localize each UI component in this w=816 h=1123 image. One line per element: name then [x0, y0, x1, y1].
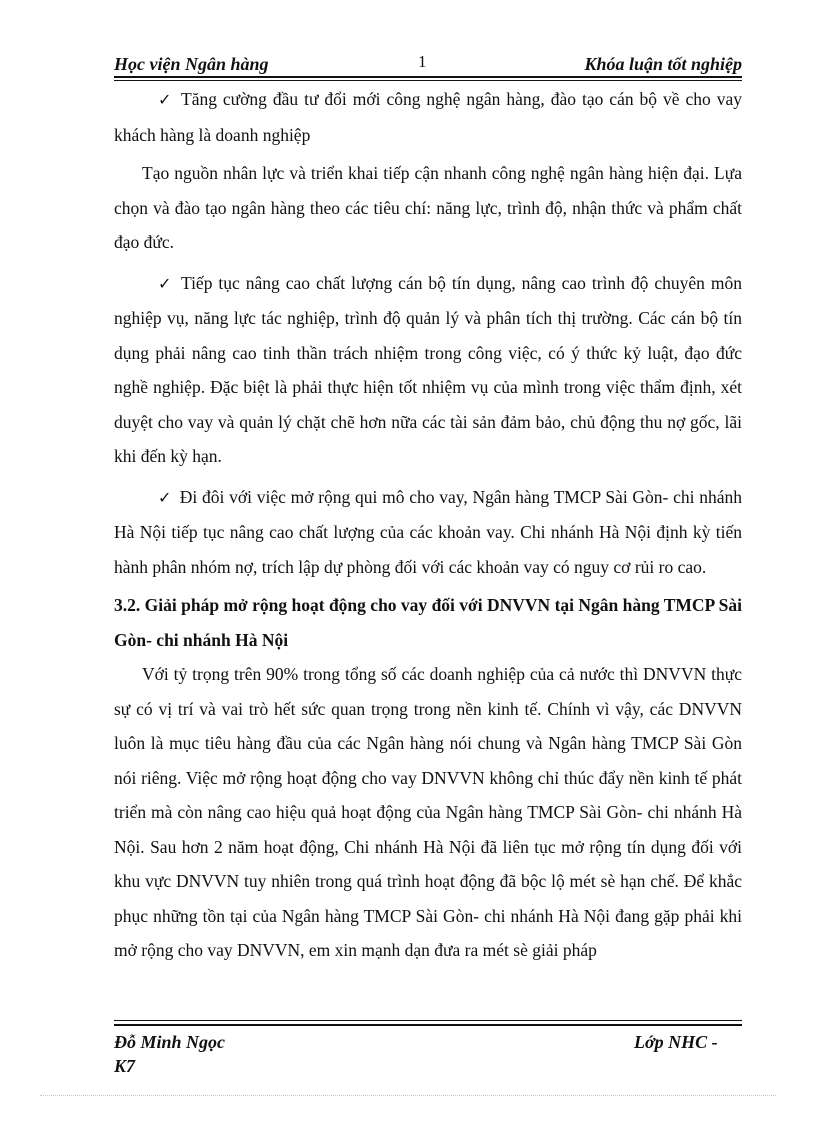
footer-rule-thin	[114, 1020, 742, 1021]
header-rule-thick	[114, 76, 742, 78]
bullet-paragraph-3	[114, 480, 742, 585]
header-rule-thin	[114, 80, 742, 81]
header-document-type: Khóa luận tốt nghiệp	[584, 54, 742, 74]
footer-author	[114, 1030, 225, 1078]
header-page-number: 1	[418, 52, 427, 71]
header-institution: Học viện Ngân hàng	[114, 54, 269, 74]
body-paragraph-2	[114, 657, 742, 968]
paragraph-text: Tạo nguồn nhân lực và triển khai tiếp cận nhanh công nghệ ngân hàng hiện đại. Lựa chọn và đào tạo ngân hàng theo các tiêu chí: năng lực, trình độ, nhận thức và phẩm chất đạo đức.	[114, 163, 742, 252]
paragraph-text: Tiếp tục nâng cao chất lượng cán bộ tín dụng, nâng cao trình độ chuyên môn nghiệp vụ, năng lực tác nghiệp, trình độ quản lý và phân tích thị trường. Các cán bộ tín dụng phải nâng cao tinh thần trách nhiệm trong công việc, có ý thức kỷ luật, đạo đức nghề nghiệp. Đặc biệt là phải thực hiện tốt nhiệm vụ của mình trong việc thẩm định, xét duyệt cho vay và quản lý chặt chẽ hơn nữa các tài sản đảm bảo, chủ động thu nợ gốc, lãi khi đến kỳ hạn.	[114, 272, 742, 466]
footer-class: Lớp NHC -	[634, 1032, 718, 1052]
footer-author-name: Đỗ Minh Ngọc	[114, 1032, 226, 1052]
section-heading	[114, 588, 742, 657]
footer-rule-thick	[114, 1024, 742, 1026]
footer-author-cohort: K7	[114, 1056, 136, 1076]
document-body	[114, 82, 742, 968]
check-mark-icon: ✓	[158, 273, 173, 293]
body-paragraph-1	[114, 156, 742, 260]
check-mark-icon: ✓	[158, 487, 172, 507]
check-mark-icon: ✓	[158, 90, 173, 109]
bullet-paragraph-2	[114, 266, 742, 474]
section-heading-text: 3.2. Giải pháp mở rộng hoạt động cho vay đối với DNVVN tại Ngân hàng TMCP Sài Gòn- chi nhánh Hà Nội	[114, 595, 742, 650]
bullet-paragraph-1	[114, 82, 742, 152]
paragraph-text: Với tỷ trọng trên 90% trong tổng số các doanh nghiệp của cả nước thì DNVVN thực sự có vị trí và vai trò hết sức quan trọng trong nền kinh tế. Chính vì vậy, các DNVVN luôn là mục tiêu hàng đầu của các Ngân hàng nói chung và Ngân hàng TMCP Sài Gòn nói riêng. Việc mở rộng hoạt động cho vay DNVVN không chỉ thúc đẩy nền kinh tế phát triển mà còn nâng cao hiệu quả hoạt động của Ngân hàng TMCP Sài Gòn- chi nhánh Hà Nội. Sau hơn 2 năm hoạt động, Chi nhánh Hà Nội đã liên tục mở rộng tín dụng đối với khu vực DNVVN tuy nhiên trong quá trình hoạt động đã bộc lộ mét sè hạn chế. Để khắc phục những tồn tại của Ngân hàng TMCP Sài Gòn- chi nhánh Hà Nội đang gặp phải khi mở rộng cho vay DNVVN, em xin mạnh dạn đưa ra mét sè giải pháp	[114, 664, 742, 960]
page-edge-divider	[40, 1095, 776, 1096]
paragraph-text: Đi đôi với việc mở rộng qui mô cho vay, Ngân hàng TMCP Sài Gòn- chi nhánh Hà Nội tiếp tục nâng cao chất lượng của các khoản vay. Chi nhánh Hà Nội định kỳ tiến hành phân nhóm nợ, trích lập dự phòng đối với các khoản vay có nguy cơ rủi ro cao.	[114, 486, 743, 577]
paragraph-text: Tăng cường đầu tư đổi mới công nghệ ngân hàng, đào tạo cán bộ về cho vay khách hàng là doanh nghiệp	[114, 89, 742, 145]
